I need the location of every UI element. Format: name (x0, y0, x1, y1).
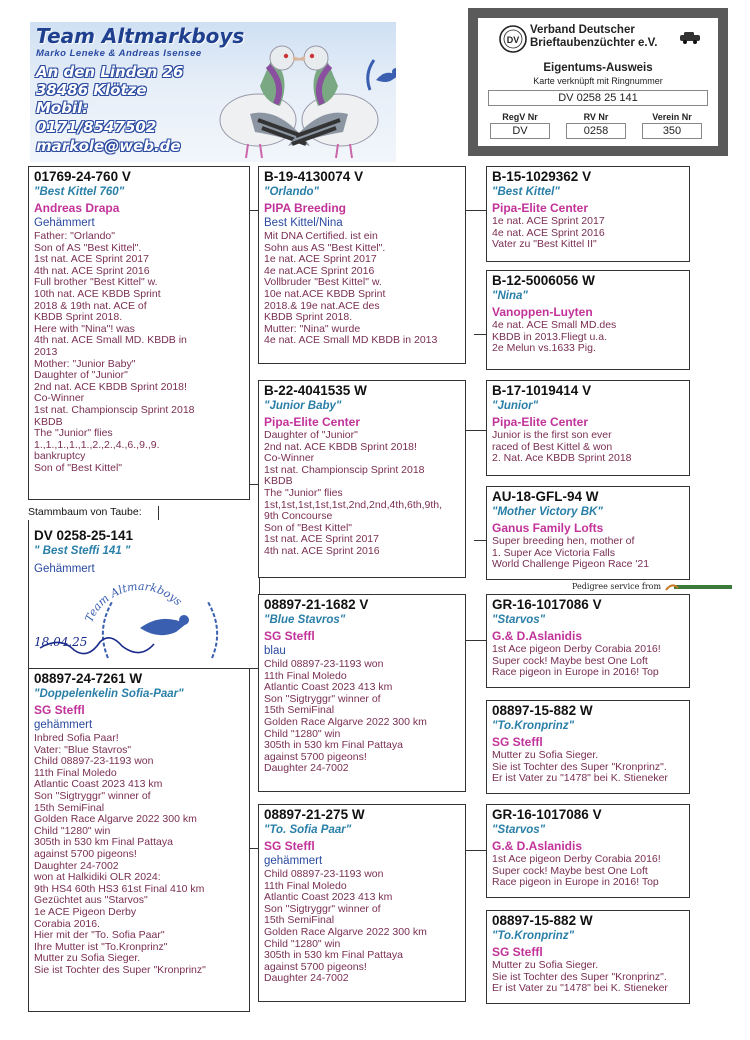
fm-name: "Junior Baby" (264, 400, 342, 412)
mmf-ring: GR-16-1017086 V (492, 807, 602, 822)
note-line: 4e nat. ACE Sprint 2016 (492, 226, 605, 239)
note-line: 2018.& 19e nat.ACE des (264, 299, 380, 312)
mm-notes (264, 869, 460, 985)
svg-text:Team Altmarkboys (82, 580, 184, 624)
note-line: Golden Race Algarve 2022 300 km (264, 715, 427, 728)
note-line: Inbred Sofia Paar! (34, 732, 119, 744)
subject-name: " Best Steffi 141 " (34, 545, 131, 557)
fff-ring: B-15-1029362 V (492, 169, 592, 184)
note-line: 305th in 530 km Final Pattaya (264, 949, 403, 962)
note-line: Child 08897-23-1193 won (264, 658, 384, 670)
mother-notes (34, 733, 244, 976)
great-grandparent-mff-card (486, 594, 690, 688)
note-line: Sie ist Tochter des Super "Kronprinz" (34, 963, 206, 976)
note-line: Son "Sigtryggr" winner of (264, 902, 381, 915)
sire-sire-card (258, 166, 466, 364)
note-line: KBDB (264, 475, 293, 488)
note-line: 2. Nat. Ace KBDB Sprint 2018 (492, 452, 632, 465)
mother-name: "Doppelenkelin Sofia-Paar" (34, 688, 184, 700)
note-line: Golden Race Algarve 2022 300 km (34, 813, 197, 826)
note-line: Father: "Orlando" (34, 230, 115, 242)
note-line: Child "1280" win (264, 727, 341, 740)
great-grandparent-fmm-card (486, 486, 690, 580)
note-line: 11th Final Moledo (264, 669, 347, 682)
note-line: 2nd nat. ACE KBDB Sprint 2018! (34, 380, 187, 393)
signature: 18.04.25 (34, 635, 88, 649)
great-grandparent-mmf-card (486, 804, 690, 898)
note-line: 1st nat. Championscip Sprint 2018 (264, 463, 425, 476)
note-line: 4th nat. ACE Sprint 2016 (34, 264, 150, 277)
mm-ring: 08897-21-275 W (264, 807, 365, 822)
card-ring-number: DV 0258 25 141 (488, 90, 708, 106)
note-line: 4e nat.ACE Sprint 2016 (264, 264, 375, 277)
ffm-ring: B-12-5006056 W (492, 273, 595, 288)
email-address: markole@web.de (36, 137, 181, 155)
connector-line (464, 430, 486, 431)
note-line: KBDB Sprint 2018. (264, 311, 353, 324)
sire-dam-card (258, 380, 466, 578)
fmm-name: "Mother Victory BK" (492, 506, 603, 518)
note-line: 1st nat. ACE Sprint 2017 (34, 253, 149, 266)
note-line: Daughter of "Junior" (34, 369, 128, 382)
stamp-text: Team Altmarkboys (82, 580, 185, 625)
laurel-emblem-icon (360, 50, 396, 102)
note-line: Mother: "Junior Baby" (34, 357, 136, 370)
mf-ring: 08897-21-1682 V (264, 597, 369, 612)
note-line: Hier mit der "To. Sofia Paar" (34, 929, 165, 942)
note-line: 11th Final Moledo (264, 879, 347, 892)
great-grandparent-ffm-card (486, 270, 690, 370)
note-line: 2e Melun vs.1633 Pig. (492, 342, 596, 355)
pedigree-service-credit (572, 582, 734, 592)
note-line: Vollbruder "Best Kittel" w. (264, 276, 382, 289)
fmf-ring: B-17-1019414 V (492, 383, 592, 398)
note-line: 1st nat. Championscip Sprint 2018 (34, 403, 195, 416)
ff-breeder: PIPA Breeding (264, 201, 347, 215)
subject-ring: DV 0258-25-141 (34, 528, 134, 543)
mff-name: "Starvos" (492, 614, 546, 626)
ffm-breeder: Vanoppen-Luyten (492, 305, 593, 319)
great-grandparent-fmf-card (486, 380, 690, 476)
team-name: Team Altmarkboys (36, 24, 245, 48)
connector-line (464, 850, 486, 851)
father-ring: 01769-24-760 V (34, 169, 131, 184)
col-verein-label: Verein Nr (652, 112, 692, 122)
mmm-notes (492, 960, 684, 995)
note-line: Ihre Mutter ist "To.Kronprinz" (34, 940, 168, 953)
mobile-number: 0171/8547502 (36, 118, 157, 136)
note-line: Son of "Best Kittel" (264, 521, 352, 534)
org-name (530, 24, 657, 50)
pedigree-service-logo-icon (664, 582, 734, 592)
note-line: Daughter of "Junior" (264, 429, 358, 441)
mm-breeder: SG Steffl (264, 839, 315, 853)
note-line: Child 08897-23-1193 won (34, 755, 154, 768)
note-line: 1e nat. ACE Sprint 2017 (264, 253, 377, 266)
note-line: Vater zu "Best Kittel II" (492, 238, 597, 251)
note-line: Mutter zu Sofia Sieger. (492, 749, 599, 761)
ffm-name: "Nina" (492, 290, 528, 302)
note-line: 9th HS4 60th HS3 61st Final 410 km (34, 882, 205, 895)
father-card (28, 166, 250, 500)
association-logo-text: DV (506, 35, 520, 45)
great-grandparent-fff-card (486, 166, 690, 262)
father-color: Gehämmert (34, 217, 95, 229)
note-line: Mutter: "Nina" wurde (264, 322, 361, 335)
fmf-breeder: Pipa-Elite Center (492, 415, 589, 429)
fmm-notes (492, 536, 684, 571)
note-line: 15th SemiFinal (264, 914, 335, 927)
pedigree-service-text: Pedigree service from (572, 582, 662, 591)
note-line: 10th nat. ACE KBDB Sprint (34, 287, 161, 300)
pedigree-label: Stammbaum von Taube: (28, 506, 142, 518)
mother-breeder: SG Steffl (34, 703, 85, 717)
note-line: 2018 & 19th nat. ACE of (34, 299, 147, 312)
ff-notes (264, 231, 460, 347)
owners-names: Marko Leneke & Andreas Isensee (36, 48, 202, 59)
note-line: 1.,1.,1.,1.,1.,2.,2.,4.,6.,9.,9. (34, 438, 160, 451)
note-line: 2013 (34, 345, 58, 358)
note-line: 4th nat. ACE Small MD. KBDB in (34, 334, 187, 347)
note-line: Son of "Best Kittel" (34, 461, 122, 474)
note-line: The "Junior" flies (264, 486, 343, 499)
note-line: 10e nat.ACE KBDB Sprint (264, 287, 386, 300)
note-line: Super breeding hen, mother of (492, 535, 635, 547)
card-subtitle: Karte verknüpft mit Ringnummer (533, 76, 663, 86)
note-line: Daughter 24-7002 (34, 859, 119, 872)
note-line: The "Junior" flies (34, 427, 113, 440)
mm-color: gehämmert (264, 855, 323, 867)
note-line: Race pigeon in Europe in 2016! Top (492, 876, 659, 889)
note-line: 15th SemiFinal (264, 704, 335, 717)
note-line: 1st,1st,1st,1st,1st,2nd,2nd,4th,6th,9th, (264, 498, 443, 511)
note-line: Race pigeon in Europe in 2016! Top (492, 666, 659, 679)
mother-color: gehämmert (34, 719, 93, 731)
note-line: Son of AS "Best Kittel". (34, 241, 142, 254)
note-line: Daughter 24-7002 (264, 762, 349, 775)
note-line: 1st Ace pigeon Derby Corabia 2016! (492, 853, 661, 865)
note-line: 305th in 530 km Final Pattaya (264, 739, 403, 752)
father-notes (34, 231, 244, 474)
note-line: KBDB Sprint 2018. (34, 311, 123, 324)
mmf-breeder: G.& D.Aslanidis (492, 839, 583, 853)
note-line: Son "Sigtryggr" winner of (34, 789, 151, 802)
note-line: Mutter zu Sofia Sieger. (492, 959, 599, 971)
col-rv-value: 0258 (566, 123, 626, 139)
note-line: World Challenge Pigeon Race '21 (492, 558, 650, 571)
fm-ring: B-22-4041535 W (264, 383, 367, 398)
note-line: Child 08897-23-1193 won (264, 868, 384, 880)
note-line: raced of Best Kittel & won (492, 440, 613, 453)
note-line: Co-Winner (34, 392, 85, 405)
mmm-ring: 08897-15-882 W (492, 913, 593, 928)
mfm-breeder: SG Steffl (492, 735, 543, 749)
note-line: Super cock! Maybe best One Loft (492, 654, 648, 667)
note-line: Co-Winner (264, 452, 315, 465)
card-title: Eigentums-Ausweis (543, 62, 653, 74)
note-line: Mutter zu Sofia Sieger. (34, 952, 141, 965)
mf-name: "Blue Stavros" (264, 614, 346, 626)
note-line: Sie ist Tochter des Super "Kronprinz". (492, 970, 667, 983)
fff-notes (492, 216, 684, 251)
fm-notes (264, 430, 460, 558)
mmf-name: "Starvos" (492, 824, 546, 836)
fff-breeder: Pipa-Elite Center (492, 201, 589, 215)
note-line: Gezüchtet aus "Starvos" (34, 894, 148, 907)
address-street: An den Linden 26 (36, 63, 184, 81)
note-line: Atlantic Coast 2023 413 km (264, 891, 393, 904)
col-rv-label: RV Nr (583, 112, 609, 122)
note-line: 9th Concourse (264, 510, 333, 523)
fmm-ring: AU-18-GFL-94 W (492, 489, 599, 504)
col-regv-value: DV (490, 123, 550, 139)
mfm-notes (492, 750, 684, 785)
note-line: Child "1280" win (264, 937, 341, 950)
father-breeder: Andreas Drapa (34, 201, 120, 215)
note-line: 4e nat. ACE Small MD KBDB in 2013 (264, 334, 438, 347)
note-line: Atlantic Coast 2023 413 km (34, 778, 163, 791)
mmf-notes (492, 854, 684, 889)
mother-ring: 08897-24-7261 W (34, 671, 143, 686)
connector-line (158, 506, 159, 520)
mother-card (28, 668, 250, 1012)
note-line: against 5700 pigeons! (264, 750, 367, 763)
note-line: 2nd nat. ACE KBDB Sprint 2018! (264, 440, 417, 453)
fmm-breeder: Ganus Family Lofts (492, 521, 604, 535)
fm-breeder: Pipa-Elite Center (264, 415, 361, 429)
ff-ring: B-19-4130074 V (264, 169, 364, 184)
note-line: against 5700 pigeons! (264, 960, 367, 973)
col-regv-label: RegV Nr (502, 112, 538, 122)
mm-name: "To. Sofia Paar" (264, 824, 352, 836)
note-line: 305th in 530 km Final Pattaya (34, 836, 173, 849)
note-line: Junior is the first son ever (492, 429, 612, 441)
fff-name: "Best Kittel" (492, 186, 560, 198)
fmf-name: "Junior" (492, 400, 539, 412)
subject-color: Gehämmert (34, 563, 95, 575)
note-line: Er ist Vater zu "1478" bei K. Stieneker (492, 772, 668, 785)
note-line: Er ist Vater zu "1478" bei K. Stieneker (492, 982, 668, 995)
loft-stamp-icon (30, 580, 260, 672)
mobile-label: Mobil: (36, 99, 89, 117)
connector-line (464, 640, 486, 641)
mfm-ring: 08897-15-882 W (492, 703, 593, 718)
mff-ring: GR-16-1017086 V (492, 597, 602, 612)
mf-breeder: SG Steffl (264, 629, 315, 643)
great-grandparent-mmm-card (486, 910, 690, 1004)
mf-notes (264, 659, 460, 775)
connector-line (474, 334, 486, 335)
note-line: Child "1280" win (34, 824, 111, 837)
col-verein-value: 350 (642, 123, 702, 139)
note-line: Here with "Nina"! was (34, 322, 135, 335)
note-line: 4e nat. ACE Small MD.des (492, 319, 617, 331)
fmf-notes (492, 430, 684, 465)
ffm-notes (492, 320, 684, 355)
mf-color: blau (264, 645, 286, 657)
great-grandparent-mfm-card (486, 700, 690, 794)
note-line: won at Halkidiki OLR 2024: (34, 871, 161, 884)
mff-notes (492, 644, 684, 679)
note-line: KBDB in 2013.Fliegt u.a. (492, 330, 607, 343)
association-logo-icon (498, 24, 528, 54)
note-line: 1st nat. ACE Sprint 2017 (264, 533, 379, 546)
note-line: 1e ACE Pigeon Derby (34, 905, 137, 918)
note-line: Son "Sigtryggr" winner of (264, 692, 381, 705)
dam-dam-card (258, 804, 466, 1002)
note-line: 15th SemiFinal (34, 801, 105, 814)
address-city: 38486 Klötze (36, 81, 147, 99)
note-line: Super cock! Maybe best One Loft (492, 864, 648, 877)
note-line: Sie ist Tochter des Super "Kronprinz". (492, 760, 667, 773)
org-name-line1: Verband Deutscher (530, 24, 635, 36)
car-icon (678, 30, 702, 44)
note-line: Corabia 2016. (34, 917, 100, 930)
note-line: Vater: "Blue Stavros" (34, 743, 132, 756)
father-name: "Best Kittel 760" (34, 186, 125, 198)
note-line: 1e nat. ACE Sprint 2017 (492, 215, 605, 227)
note-line: bankruptcy (34, 450, 86, 463)
mmm-breeder: SG Steffl (492, 945, 543, 959)
note-line: 1st Ace pigeon Derby Corabia 2016! (492, 643, 661, 655)
note-line: 11th Final Moledo (34, 766, 117, 779)
note-line: 4th nat. ACE Sprint 2016 (264, 544, 380, 557)
mfm-name: "To.Kronprinz" (492, 720, 575, 732)
note-line: Full brother "Best Kittel" w. (34, 276, 158, 289)
mff-breeder: G.& D.Aslanidis (492, 629, 583, 643)
connector-line (464, 210, 486, 211)
org-name-line2: Brieftaubenzüchter e.V. (530, 37, 658, 49)
breeder-banner (30, 22, 396, 162)
connector-line (474, 540, 486, 541)
ownership-card (468, 8, 728, 156)
note-line: Mit DNA Certified. ist ein (264, 230, 378, 242)
mmm-name: "To.Kronprinz" (492, 930, 575, 942)
note-line: 1. Super Ace Victoria Falls (492, 546, 615, 559)
note-line: against 5700 pigeons! (34, 847, 137, 860)
dam-sire-card (258, 594, 466, 792)
ff-name: "Orlando" (264, 186, 319, 198)
note-line: Sohn aus AS "Best Kittel". (264, 241, 386, 254)
note-line: Daughter 24-7002 (264, 972, 349, 985)
note-line: Golden Race Algarve 2022 300 km (264, 925, 427, 938)
note-line: KBDB (34, 415, 63, 428)
note-line: Atlantic Coast 2023 413 km (264, 681, 393, 694)
ff-color: Best Kittel/Nina (264, 217, 343, 229)
